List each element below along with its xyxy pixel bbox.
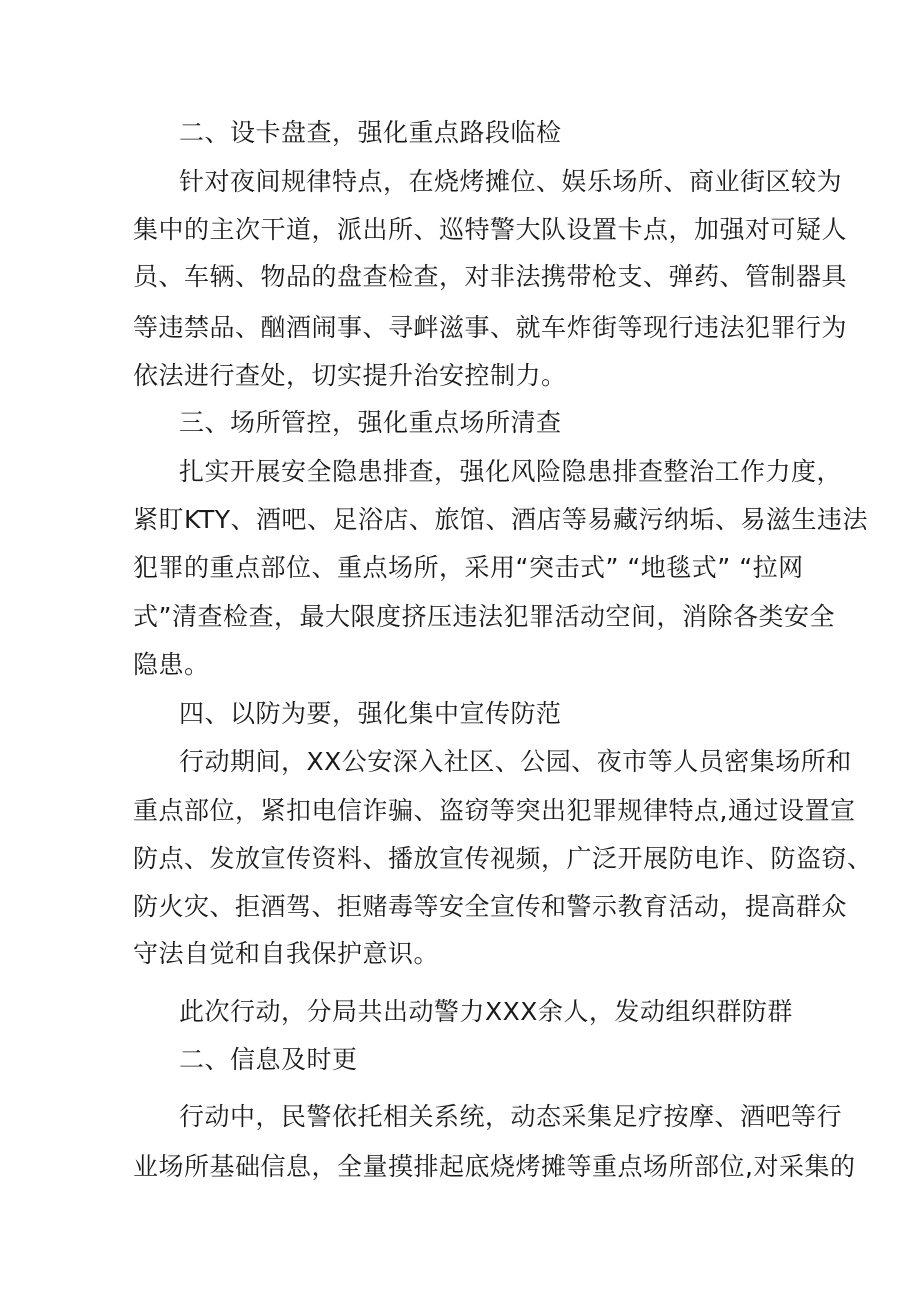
paragraph-line: 隐患。 <box>133 650 210 679</box>
paragraph-line: 集中的主次干道，派出所、巡特警大队设置卡点，加强对可疑人 <box>133 215 848 244</box>
section-heading: 二、设卡盘查，强化重点路段临检 <box>179 118 562 147</box>
paragraph-line: 重点部位，紧扣电信诈骗、盗窃等突出犯罪规律特点,通过设置宣 <box>133 796 856 825</box>
section-heading: 二、信息及时更 <box>179 1045 358 1074</box>
paragraph-line: 行动中，民警依托相关系统，动态采集足疗按摩、酒吧等行 <box>179 1102 843 1131</box>
paragraph-line: 行动期间，XX公安深入社区、公园、夜市等人员密集场所和 <box>179 747 852 776</box>
paragraph-line: 等违禁品、酗酒闹事、寻衅滋事、就车炸街等现行违法犯罪行为 <box>133 313 848 342</box>
paragraph-line: 紧盯KTY、酒吧、足浴店、旅馆、酒店等易藏污纳垢、易滋生违法 <box>133 505 868 534</box>
paragraph-line: 此次行动，分局共出动警力XXX余人，发动组织群防群 <box>179 997 793 1026</box>
paragraph-line: 依法进行查处，切实提升治安控制力。 <box>133 361 567 390</box>
paragraph-line: 扎实开展安全隐患排查，强化风险隐患排查整治工作力度， <box>179 457 843 486</box>
paragraph-line: 防点、发放宣传资料、播放宣传视频，广泛开展防电诈、防盗窃、 <box>133 844 873 873</box>
paragraph-line: 式”清查检查，最大限度挤压违法犯罪活动空间，消除各类安全 <box>133 602 835 631</box>
paragraph-line: 针对夜间规律特点，在烧烤摊位、娱乐场所、商业街区较为 <box>179 167 843 196</box>
paragraph-line: 守法自觉和自我保护意识。 <box>133 939 440 968</box>
paragraph-line: 犯罪的重点部位、重点场所，采用“突击式” “地毯式” “拉网 <box>133 553 804 582</box>
paragraph-line: 业场所基础信息，全量摸排起底烧烤摊等重点场所部位,对采集的 <box>133 1152 856 1181</box>
section-heading: 四、以防为要，强化集中宣传防范 <box>179 699 562 728</box>
section-heading: 三、场所管控，强化重点场所清查 <box>179 408 562 437</box>
paragraph-line: 员、车辆、物品的盘查检查，对非法携带枪支、弹药、管制器具 <box>133 262 848 291</box>
paragraph-line: 防火灾、拒酒驾、拒赌毒等安全宣传和警示教育活动，提高群众 <box>133 892 848 921</box>
